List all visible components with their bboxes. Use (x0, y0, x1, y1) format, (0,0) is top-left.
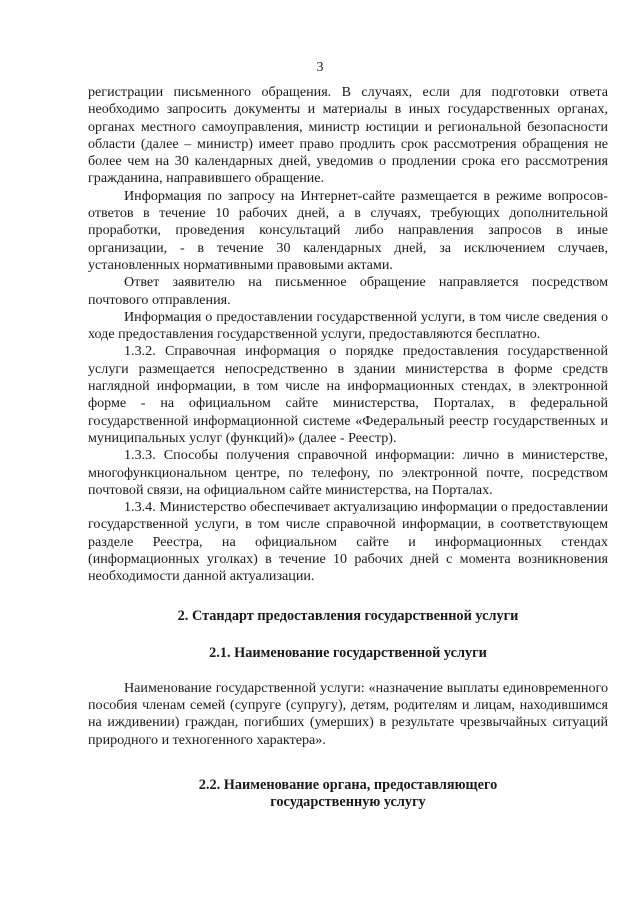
section-2-heading: 2. Стандарт предоставления государственной услуги (177, 607, 519, 624)
paragraph-postal-answer: Ответ заявителю на письменное обращение направляется посредством почтового отправления. (88, 274, 608, 308)
paragraph-1-3-4: 1.3.4. Министерство обеспечивает актуализацию информации о предоставлении государственной услуги, в том числе справочной информации, в соответствующем разделе Реестра, на официальном сайте и информационных стендах (информационных уголках) в течение 10 рабочих дней с момента возникновения необходимости данной актуализации. (88, 499, 608, 585)
section-2-1-heading: 2.1. Наименование государственной услуги (209, 645, 487, 662)
paragraph-internet-info: Информация по запросу на Интернет-сайте размещается в режиме вопросов-ответов в течение 10 рабочих дней, а в случаях, требующих дополнительной проработки, проведения консультаций либо направления запросов в иные организации, - в течение 30 календарных дней, за исключением случаев, установленных нормативными правовыми актами. (88, 187, 608, 273)
paragraph-1-3-2: 1.3.2. Справочная информация о порядке предоставления государственной услуги размещается непосредственно в здании министерства в форме средств наглядной информации, в том числе на информационных стендах, в электронной форме - на официальном сайте министерства, Порталах, в федеральной государственной информационной системе «Федеральный реестр государственных и муниципальных услуг (функций)» (далее - Реестр). (88, 343, 608, 446)
section-2-1-text: Наименование государственной услуги: «назначение выплаты единовременного пособия членам семей (супруге (супругу), детям, родителям и лицам, находившимся на иждивении) граждан, погибших (умерших) в результате чрезвычайных ситуаций природного и техногенного характера». (88, 679, 608, 748)
section-2-2-heading-line2: государственную услугу (270, 794, 426, 811)
paragraph-free-info: Информация о предоставлении государственной услуги, в том числе сведения о ходе предоставления государственной услуги, предоставляются бесплатно. (88, 308, 608, 343)
section-2-2-heading-line1: 2.2. Наименование органа, предоставляющего (198, 776, 498, 793)
paragraph-1-3-3: 1.3.3. Способы получения справочной информации: лично в министерстве, многофункциональном центре, по телефону, по электронной почте, посредством почтовой связи, на официальном сайте министерства, на Порталах. (88, 447, 608, 498)
page-number: 3 (316, 60, 324, 75)
document-body (88, 84, 608, 812)
paragraph-registration: регистрации письменного обращения. В случаях, если для подготовки ответа необходимо запросить документы и материалы в иных государственных органах, органах местного самоуправления, министр юстиции и региональной безопасности области (далее – министр) имеет право продлить срок рассмотрения обращения не более чем на 30 календарных дней, уведомив о продлении срока его рассмотрения гражданина, направившего обращение. (88, 84, 608, 187)
